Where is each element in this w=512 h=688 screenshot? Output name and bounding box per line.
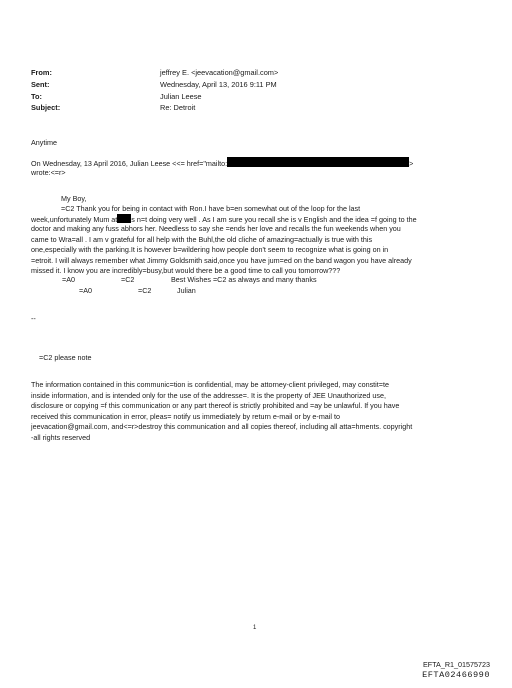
greeting: My Boy, [61, 194, 87, 203]
disclaimer-line-6: -all rights reserved [31, 433, 91, 442]
bates-number-2: EFTA02466990 [422, 670, 490, 680]
disclaimer-line-1: The information contained in this communic=tion is confidential, may be attorney-client privileged, may constit=te [31, 380, 389, 389]
reply-text: Anytime [31, 138, 57, 147]
redaction-name [117, 214, 131, 223]
body-line-2-a: week,unfortunately Mum at [31, 215, 118, 224]
disclaimer-line-3: disclosure or copying =f this communication or any part thereof is strictly prohibited and =ay be unlawful. If you have [31, 401, 400, 410]
body-line-3: doctor and making any fuss abhors her. Needless to say she =ends her love and recalls the fun weekends when you [31, 224, 401, 233]
to-value: Julian Leese [160, 92, 202, 101]
to-label: To: [31, 92, 42, 101]
page-number: 1 [253, 625, 257, 631]
signature-dashes: -- [31, 314, 36, 323]
signoff: Best Wishes =C2 as always and many thanks [171, 275, 317, 284]
sig-row2-b: =C2 [138, 286, 152, 295]
please-note: =C2 please note [39, 353, 92, 362]
sig-row1-b: =C2 [121, 275, 135, 284]
quote-intro-line [31, 157, 413, 170]
quote-intro-text: On Wednesday, 13 April 2016, Julian Leese <<= href="mailto: [31, 159, 228, 168]
disclaimer-line-4: received this communication in error, pleas= notify us immediately by return e-mail or by e-mail to [31, 412, 340, 421]
sent-value: Wednesday, April 13, 2016 9:11 PM [160, 80, 277, 89]
sender-name: Julian [177, 286, 196, 295]
sent-label: Sent: [31, 80, 50, 89]
body-line-7: missed it. I know you are incredibly=busy,but would there be a good time to call you tomorrow??? [31, 266, 341, 275]
from-label: From: [31, 68, 52, 77]
disclaimer-line-2: inside information, and is intended only for the use of the addresse=. It is the property of JEE Unauthorized use, [31, 391, 386, 400]
quote-intro-wrote: wrote:<=r> [31, 168, 66, 177]
subject-label: Subject: [31, 103, 61, 112]
body-line-5: one,especially with the parking.It is however b=wildering how people don't seem to recognize what is going on in [31, 245, 389, 254]
sig-row2-a: =A0 [79, 286, 92, 295]
quote-intro-end: > [409, 159, 414, 168]
body-line-4: came to Wra=all . I am v grateful for all help with the Buhl,the old cliche of amazing=actually is true with this [31, 235, 373, 244]
body-line-1: =C2 Thank you for being in contact with Ron.I have b=en somewhat out of the loop for the last [61, 204, 361, 213]
subject-value: Re: Detroit [160, 103, 196, 112]
body-line-2-b: s n=t doing very well . As I am sure you recall she is v English and the idea =f going to the [131, 215, 417, 224]
bates-number-1: EFTA_R1_01575723 [423, 660, 490, 669]
from-value: jeffrey E. <jeevacation@gmail.com> [160, 68, 279, 77]
disclaimer-line-5: jeevacation@gmail.com, and<=r>destroy this communication and all copies thereof, including all atta=hments. copyright [31, 422, 413, 431]
body-line-6: =etroit. I will always remember what Jimmy Goldsmith said,once you have jum=ed on the band wagon you have already [31, 256, 412, 265]
redaction-email [227, 157, 409, 167]
sig-row1-a: =A0 [62, 275, 75, 284]
